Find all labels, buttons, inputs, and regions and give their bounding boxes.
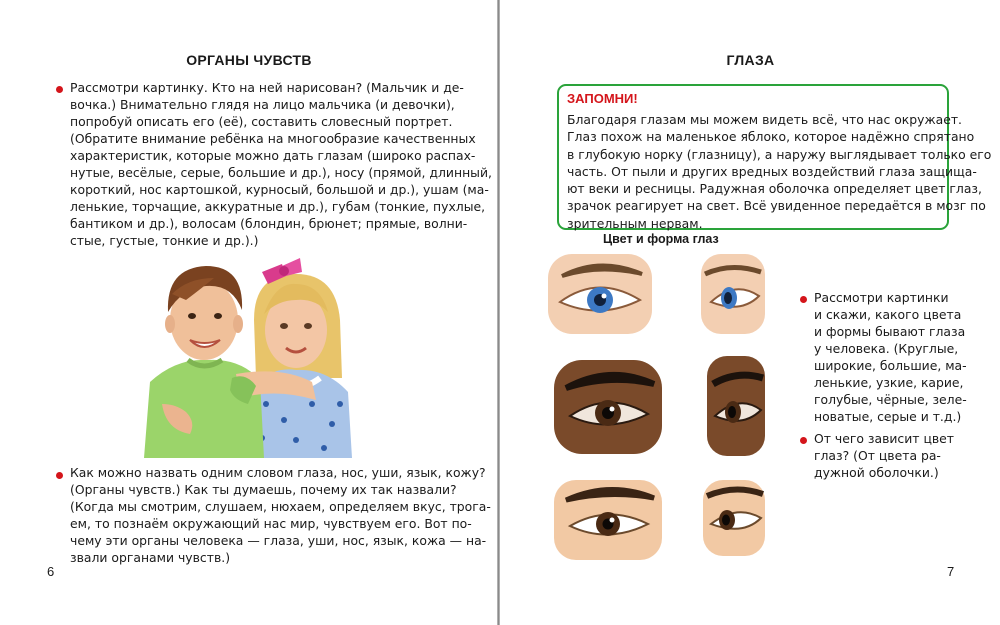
text-line: часть. От пыли и других вредных воздействий глаза защища- xyxy=(567,163,977,179)
brown-eye-dark-skin-side-illustration xyxy=(707,356,765,456)
text-line: глаз? (От цвета ра- xyxy=(814,448,941,463)
bullet-marker xyxy=(800,437,807,444)
text-line: Как можно назвать одним словом глаза, нос, уши, язык, кожу? xyxy=(70,465,486,480)
brown-eye-dark-skin-front-illustration xyxy=(554,360,662,454)
text-line: ют веки и ресницы. Радужная оболочка определяет цвет глаз, xyxy=(567,181,982,197)
section-subtitle: Цвет и форма глаз xyxy=(603,232,719,246)
brown-eye-front-illustration xyxy=(554,480,662,560)
text-line: нутые, весёлые, серые, большие и др.), носу (прямой, длинный, xyxy=(70,165,492,180)
left-page xyxy=(0,0,498,625)
children-illustration xyxy=(136,254,376,458)
text-line: зрительным нервам. xyxy=(567,215,703,231)
page-title: ГЛАЗА xyxy=(726,52,775,68)
text-line: попробуй описать его (её), составить словесный портрет. xyxy=(70,114,453,129)
text-line: Глаз похож на маленькое яблоко, которое надёжно спрятано xyxy=(567,129,975,145)
text-line: стые, густые, тонкие и др.).) xyxy=(70,233,259,248)
text-line: вочка.) Внимательно глядя на лицо мальчика (и девочки), xyxy=(70,97,455,112)
question-eye-color-source xyxy=(814,430,955,481)
text-line: голубые, чёрные, зеле- xyxy=(814,392,967,407)
page-number: 7 xyxy=(947,564,955,579)
remember-box xyxy=(557,84,992,231)
text-line: короткий, нос картошкой, курносый, большой и др.), ушам (ма- xyxy=(70,182,489,197)
page-title: ОРГАНЫ ЧУВСТВ xyxy=(186,52,312,68)
right-page xyxy=(501,0,1000,625)
text-line: (Когда мы смотрим, слушаем, нюхаем, определяем вкус, трога- xyxy=(70,499,491,514)
girl-figure xyxy=(248,258,352,458)
text-line: Рассмотри картинки xyxy=(814,290,949,305)
text-line: чему эти органы человека — глаза, уши, нос, язык, кожа — на- xyxy=(70,533,487,548)
book-spine xyxy=(497,0,500,625)
paragraph-senses xyxy=(70,464,491,566)
remember-text xyxy=(567,111,992,232)
text-line: От чего зависит цвет xyxy=(814,431,955,446)
text-line: Рассмотри картинку. Кто на ней нарисован? (Мальчик и де- xyxy=(70,80,464,95)
text-line: ленькие, узкие, карие, xyxy=(814,375,964,390)
text-line: новатые, серые и т.д.) xyxy=(814,409,962,424)
text-line: (Органы чувств.) Как ты думаешь, почему их так назвали? xyxy=(70,482,457,497)
blue-eye-front-illustration xyxy=(548,254,652,334)
bullet-marker xyxy=(800,296,807,303)
remember-title: ЗАПОМНИ! xyxy=(567,91,638,106)
text-line: зрачок реагирует на свет. Всё увиденное передаётся в мозг по xyxy=(567,198,986,214)
text-line: ем, то познаём окружающий нас мир, чувствуем его. Вот по- xyxy=(70,516,472,531)
text-line: бантиком и др.), волосам (блондин, брюнет; прямые, волни- xyxy=(70,216,468,231)
text-line: в глубокую норку (глазницу), а наружу выглядывает только его xyxy=(567,146,992,162)
brown-eye-side-illustration xyxy=(703,480,765,556)
text-line: (Обратите внимание ребёнка на многообразие качественных xyxy=(70,131,476,146)
blue-eye-side-illustration xyxy=(701,254,765,334)
text-line: у человека. (Круглые, xyxy=(814,341,959,356)
text-line: Благодаря глазам мы можем видеть всё, что нас окружает. xyxy=(567,112,962,127)
text-line: звали органами чувств.) xyxy=(70,550,231,565)
paragraph-portrait xyxy=(70,79,492,249)
bullet-marker xyxy=(56,472,63,479)
text-line: и скажи, какого цвета xyxy=(814,307,962,322)
bullet-marker xyxy=(56,86,63,93)
page-number: 6 xyxy=(47,564,55,579)
text-line: и формы бывают глаза xyxy=(814,324,966,339)
text-line: ленькие, торчащие, аккуратные и др.), губам (тонкие, пухлые, xyxy=(70,199,486,214)
text-line: широкие, большие, ма- xyxy=(814,358,967,373)
text-line: дужной оболочки.) xyxy=(814,465,939,480)
question-eye-color-shape xyxy=(814,289,967,425)
text-line: характеристик, которые можно дать глазам (широко распах- xyxy=(70,148,476,163)
